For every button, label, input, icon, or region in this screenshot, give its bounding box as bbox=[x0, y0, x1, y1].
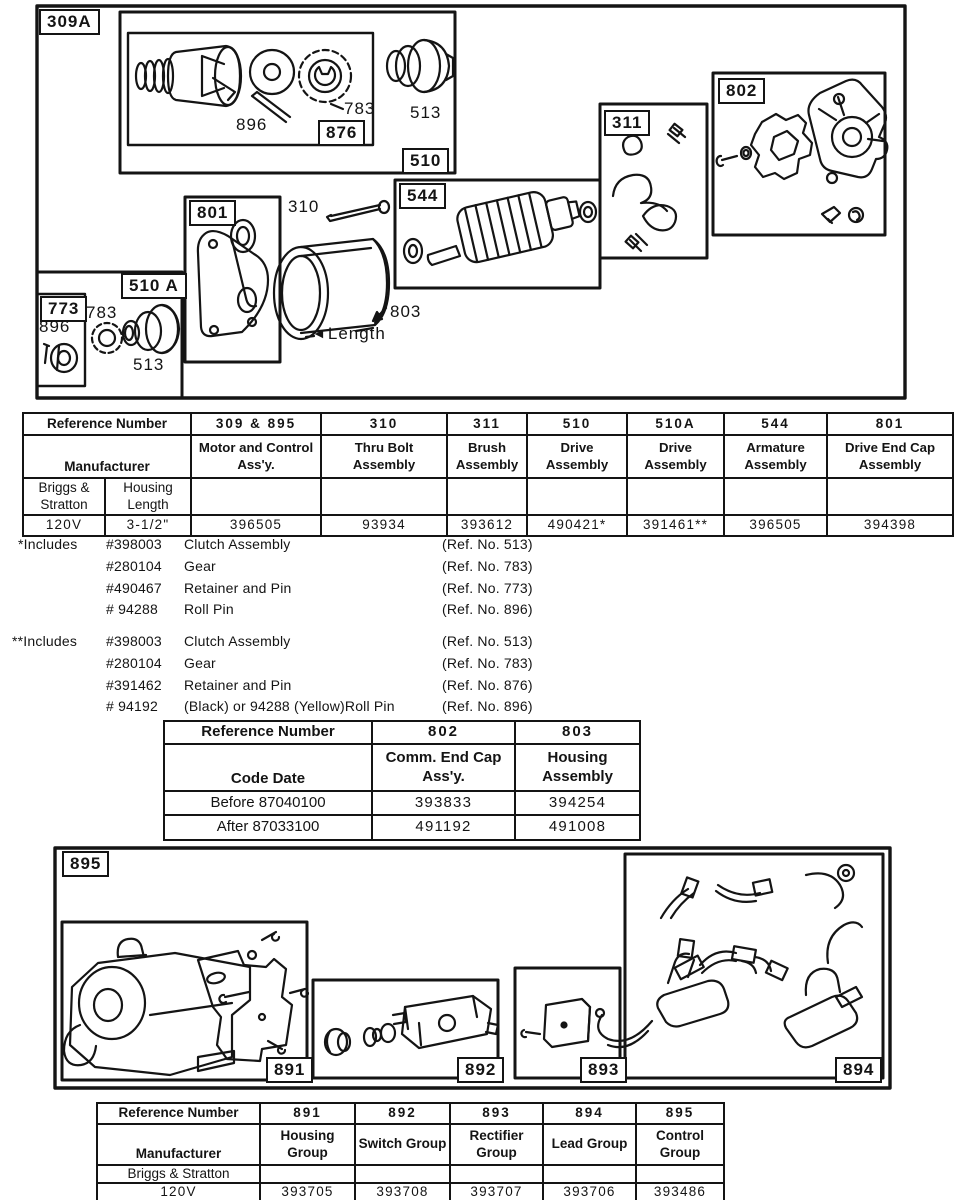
th-armature-assembly: Armature Assembly bbox=[724, 435, 827, 478]
cell-part-393708: 393708 bbox=[355, 1183, 450, 1200]
footnote-item bbox=[106, 578, 533, 600]
footnote-part: #391462 bbox=[106, 676, 162, 693]
footnote-part: #280104 bbox=[106, 557, 162, 574]
footnote-item bbox=[106, 599, 533, 621]
code-date-table bbox=[163, 720, 641, 841]
callout-544: 544 bbox=[399, 183, 446, 209]
cell-briggs-stratton: Briggs & Stratton bbox=[97, 1165, 260, 1183]
th-894: 894 bbox=[543, 1103, 636, 1124]
footnote-ref: (Ref. No. 513) bbox=[442, 633, 533, 649]
clutch-513-left-drawing bbox=[123, 305, 179, 353]
cell-housing-length: Housing Length bbox=[105, 478, 191, 515]
callout-876: 876 bbox=[318, 120, 365, 146]
callout-309A: 309A bbox=[39, 9, 100, 35]
footnote-part: #398003 bbox=[106, 536, 162, 552]
empty-cell bbox=[527, 478, 627, 515]
thru-bolt-310-drawing bbox=[327, 201, 389, 221]
th-reference-number: Reference Number bbox=[164, 721, 372, 744]
panel-895-border bbox=[55, 848, 890, 1088]
th-control-group: Control Group bbox=[636, 1124, 724, 1165]
footnote-part: # 94192 bbox=[106, 698, 159, 715]
callout-773: 773 bbox=[40, 296, 87, 322]
callout-803: 803 bbox=[390, 302, 422, 321]
cell-part-393486: 393486 bbox=[636, 1183, 724, 1200]
footnote-desc: (Black) or 94288 (Yellow)Roll Pin bbox=[184, 698, 395, 715]
length-dimension-label bbox=[312, 325, 386, 342]
callout-894: 894 bbox=[835, 1057, 882, 1083]
panel-309A-border bbox=[37, 6, 905, 398]
callout-891: 891 bbox=[266, 1057, 313, 1083]
th-manufacturer: Manufacturer bbox=[23, 435, 191, 478]
th-895: 895 bbox=[636, 1103, 724, 1124]
callout-801: 801 bbox=[189, 200, 236, 226]
footnote-part: #398003 bbox=[106, 633, 162, 649]
th-893: 893 bbox=[450, 1103, 543, 1124]
footnote-item bbox=[106, 556, 533, 578]
th-510A: 510A bbox=[627, 413, 724, 435]
empty-cell bbox=[627, 478, 724, 515]
th-510: 510 bbox=[527, 413, 627, 435]
callout-513-left: 513 bbox=[133, 355, 165, 374]
footnote-item bbox=[106, 631, 533, 653]
pin-drawing bbox=[44, 344, 49, 363]
empty-cell bbox=[724, 478, 827, 515]
footnote-desc: Retainer and Pin bbox=[184, 579, 292, 596]
footnote-desc: Retainer and Pin bbox=[184, 676, 292, 693]
cell-part-394398: 394398 bbox=[827, 515, 953, 536]
cell-part-93934: 93934 bbox=[321, 515, 447, 536]
cell-120v: 120V bbox=[23, 515, 105, 536]
th-drive-assembly-510A: Drive Assembly bbox=[627, 435, 724, 478]
footnote-ref: (Ref. No. 896) bbox=[442, 698, 533, 715]
callout-802: 802 bbox=[718, 78, 765, 104]
empty-cell bbox=[191, 478, 321, 515]
callout-895: 895 bbox=[62, 851, 109, 877]
empty-cell bbox=[355, 1165, 450, 1183]
footnote-part: #490467 bbox=[106, 579, 162, 596]
th-reference-number: Reference Number bbox=[97, 1103, 260, 1124]
footnote-desc: Gear bbox=[184, 557, 216, 574]
starter-parts-table bbox=[22, 412, 954, 537]
th-892: 892 bbox=[355, 1103, 450, 1124]
footnote-part: # 94288 bbox=[106, 601, 159, 618]
callout-513-top: 513 bbox=[410, 103, 442, 122]
empty-cell bbox=[543, 1165, 636, 1183]
th-801: 801 bbox=[827, 413, 953, 435]
length-text: Length bbox=[327, 324, 386, 343]
footnote-desc: Clutch Assembly bbox=[184, 536, 291, 552]
cell-after-code-date: After 87033100 bbox=[164, 815, 372, 840]
th-311: 311 bbox=[447, 413, 527, 435]
cell-part-394254: 394254 bbox=[515, 791, 640, 815]
th-brush-assembly: Brush Assembly bbox=[447, 435, 527, 478]
cell-part-393707: 393707 bbox=[450, 1183, 543, 1200]
cell-part-396505-armature: 396505 bbox=[724, 515, 827, 536]
footnote-ref: (Ref. No. 773) bbox=[442, 579, 533, 596]
empty-cell bbox=[447, 478, 527, 515]
th-310: 310 bbox=[321, 413, 447, 435]
cell-part-393705: 393705 bbox=[260, 1183, 355, 1200]
footnote-ref: (Ref. No. 876) bbox=[442, 676, 533, 693]
lead-group-894-drawing bbox=[598, 854, 883, 1078]
th-code-date: Code Date bbox=[164, 744, 372, 791]
callout-510A: 510 A bbox=[121, 273, 187, 299]
th-803: 803 bbox=[515, 721, 640, 744]
gear-783-drawing bbox=[299, 50, 351, 102]
length-arrow-icon: ◄ bbox=[312, 325, 327, 341]
callout-892: 892 bbox=[457, 1057, 504, 1083]
th-rectifier-group: Rectifier Group bbox=[450, 1124, 543, 1165]
th-motor-control-assy: Motor and Control Ass'y. bbox=[191, 435, 321, 478]
empty-cell bbox=[260, 1165, 355, 1183]
footnote-single-asterisk bbox=[18, 534, 533, 621]
cell-part-391461: 391461** bbox=[627, 515, 724, 536]
th-drive-end-cap-assembly: Drive End Cap Assembly bbox=[827, 435, 953, 478]
th-housing-assembly: Housing Assembly bbox=[515, 744, 640, 791]
empty-cell bbox=[827, 478, 953, 515]
th-reference-number: Reference Number bbox=[23, 413, 191, 435]
cell-part-393833: 393833 bbox=[372, 791, 515, 815]
footnote-marker: *Includes bbox=[18, 536, 78, 552]
footnote-part: #280104 bbox=[106, 654, 162, 671]
th-544: 544 bbox=[724, 413, 827, 435]
footnote-ref: (Ref. No. 896) bbox=[442, 601, 533, 618]
cell-part-491008: 491008 bbox=[515, 815, 640, 840]
th-manufacturer: Manufacturer bbox=[97, 1124, 260, 1165]
footnote-item bbox=[106, 653, 533, 675]
cell-120v: 120V bbox=[97, 1183, 260, 1200]
callout-896-left: 896 bbox=[39, 317, 71, 336]
cell-part-393612: 393612 bbox=[447, 515, 527, 536]
th-891: 891 bbox=[260, 1103, 355, 1124]
empty-cell bbox=[636, 1165, 724, 1183]
callout-310: 310 bbox=[288, 197, 320, 216]
th-housing-group: Housing Group bbox=[260, 1124, 355, 1165]
callout-783-left: 783 bbox=[86, 303, 118, 322]
footnote-desc: Clutch Assembly bbox=[184, 633, 291, 649]
footnote-ref: (Ref. No. 513) bbox=[442, 536, 533, 552]
bracket-plate-drawing bbox=[198, 932, 308, 1061]
empty-cell bbox=[450, 1165, 543, 1183]
footnote-double-asterisk bbox=[12, 631, 533, 718]
empty-cell bbox=[321, 478, 447, 515]
clutch-513-top-drawing bbox=[387, 40, 453, 92]
callout-893: 893 bbox=[580, 1057, 627, 1083]
starter-motor-exploded-diagram bbox=[0, 0, 966, 408]
cell-briggs-stratton: Briggs & Stratton bbox=[23, 478, 105, 515]
footnote-item bbox=[106, 696, 533, 718]
gear-783-left-drawing bbox=[92, 323, 122, 353]
footnote-marker: **Includes bbox=[12, 633, 78, 649]
th-802: 802 bbox=[372, 721, 515, 744]
cell-before-code-date: Before 87040100 bbox=[164, 791, 372, 815]
footnote-ref: (Ref. No. 783) bbox=[442, 557, 533, 574]
leader-783 bbox=[331, 104, 343, 109]
footnote-desc: Gear bbox=[184, 654, 216, 671]
footnote-item bbox=[106, 675, 533, 697]
group-parts-table bbox=[96, 1102, 725, 1200]
cell-part-491192: 491192 bbox=[372, 815, 515, 840]
callout-783-top: 783 bbox=[344, 99, 376, 118]
cell-part-393706: 393706 bbox=[543, 1183, 636, 1200]
th-lead-group: Lead Group bbox=[543, 1124, 636, 1165]
th-thru-bolt-assembly: Thru Bolt Assembly bbox=[321, 435, 447, 478]
callout-311: 311 bbox=[604, 110, 650, 136]
cell-part-396505: 396505 bbox=[191, 515, 321, 536]
footnote-item bbox=[106, 534, 533, 556]
callout-510: 510 bbox=[402, 148, 449, 174]
footnote-ref: (Ref. No. 783) bbox=[442, 654, 533, 671]
th-309-895: 309 & 895 bbox=[191, 413, 321, 435]
th-switch-group: Switch Group bbox=[355, 1124, 450, 1165]
cell-part-490421: 490421* bbox=[527, 515, 627, 536]
footnote-desc: Roll Pin bbox=[184, 601, 234, 618]
cell-housing-length-value: 3-1/2" bbox=[105, 515, 191, 536]
th-drive-assembly-510: Drive Assembly bbox=[527, 435, 627, 478]
callout-896-top: 896 bbox=[236, 115, 268, 134]
th-comm-end-cap-assy: Comm. End Cap Ass'y. bbox=[372, 744, 515, 791]
